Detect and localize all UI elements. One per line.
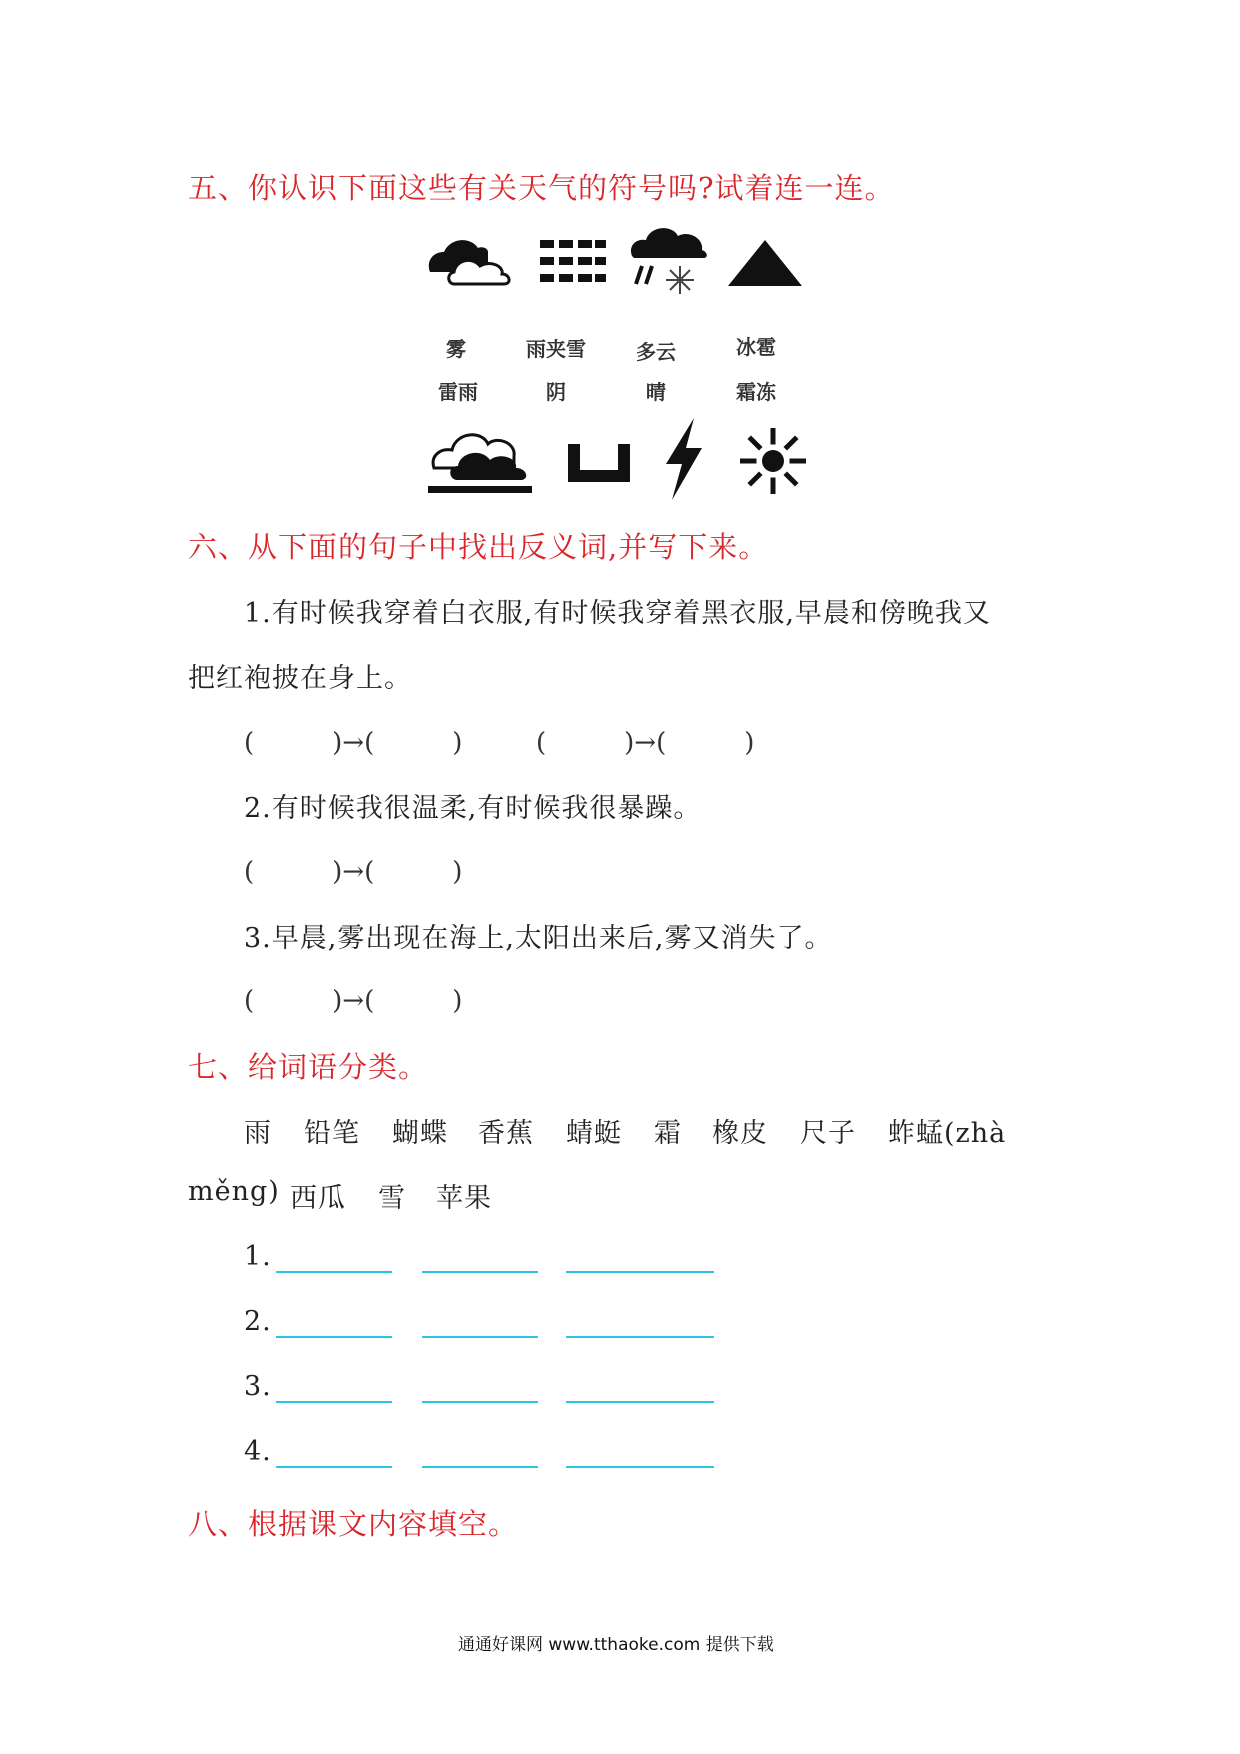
q1-line2: 把红袍披在身上。: [188, 663, 412, 694]
word-item: 雪: [378, 1183, 406, 1214]
answer-blank[interactable]: [276, 1466, 392, 1468]
q1-answer-1: ( )→( ): [244, 728, 463, 758]
label-frost: 霜冻: [736, 380, 776, 404]
answer-blank[interactable]: [566, 1336, 714, 1338]
word-item: 铅笔: [304, 1118, 360, 1149]
thunder-icon: [660, 418, 708, 500]
word-item: 雨: [244, 1118, 272, 1149]
label-sleet: 雨夹雪: [526, 337, 586, 361]
hail-icon: [726, 238, 804, 288]
q3-answer: ( )→( ): [244, 986, 463, 1016]
answer-blank[interactable]: [422, 1271, 538, 1273]
answer-blank[interactable]: [276, 1336, 392, 1338]
cloudy-icon: [424, 232, 520, 288]
frost-icon: [568, 444, 630, 482]
answer-blank[interactable]: [276, 1271, 392, 1273]
answer-blank[interactable]: [566, 1466, 714, 1468]
sleet-icon: [628, 224, 708, 300]
section7-title: 七、给词语分类。: [188, 1050, 429, 1084]
answer-blank[interactable]: [566, 1271, 714, 1273]
label-thunderstorm: 雷雨: [438, 380, 478, 404]
section6-title: 六、从下面的句子中找出反义词,并写下来。: [188, 530, 769, 564]
sun-icon: [740, 428, 806, 494]
q2-answer: ( )→( ): [244, 857, 463, 887]
label-fog: 雾: [446, 337, 466, 361]
word-item: 香蕉: [478, 1118, 534, 1149]
row-number: 3.: [244, 1371, 272, 1402]
word-item: 蝴蝶: [392, 1118, 448, 1149]
label-sunny: 晴: [646, 380, 666, 404]
overcast-icon: [426, 428, 534, 498]
label-overcast: 阴: [546, 380, 566, 404]
row-number: 1.: [244, 1241, 272, 1272]
word-item: 尺子: [800, 1118, 856, 1149]
q1-answer-2: ( )→( ): [536, 728, 755, 758]
row-number: 4.: [244, 1436, 272, 1467]
word-item: měng): [188, 1176, 280, 1207]
answer-blank[interactable]: [422, 1336, 538, 1338]
label-hail: 冰雹: [736, 335, 776, 359]
section5-title: 五、你认识下面这些有关天气的符号吗?试着连一连。: [188, 171, 895, 205]
answer-blank[interactable]: [566, 1401, 714, 1403]
row-number: 2.: [244, 1306, 272, 1337]
section8-title: 八、根据课文内容填空。: [188, 1507, 519, 1541]
word-item: 苹果: [436, 1183, 492, 1214]
word-item: 霜: [654, 1118, 682, 1149]
answer-blank[interactable]: [422, 1401, 538, 1403]
fog-icon: [540, 238, 606, 286]
answer-blank[interactable]: [276, 1401, 392, 1403]
q3: 3.早晨,雾出现在海上,太阳出来后,雾又消失了。: [244, 923, 833, 954]
q1-line1: 1.有时候我穿着白衣服,有时候我穿着黑衣服,早晨和傍晚我又: [244, 598, 991, 629]
word-item: 橡皮: [712, 1118, 768, 1149]
q2: 2.有时候我很温柔,有时候我很暴躁。: [244, 793, 702, 824]
word-item: 西瓜: [290, 1183, 346, 1214]
footer-text: 通通好课网 www.tthaoke.com 提供下载: [458, 1635, 774, 1655]
word-item: 蜻蜓: [566, 1118, 622, 1149]
answer-blank[interactable]: [422, 1466, 538, 1468]
word-item: 蚱蜢(zhà: [888, 1118, 1007, 1149]
label-cloudy: 多云: [636, 340, 676, 364]
